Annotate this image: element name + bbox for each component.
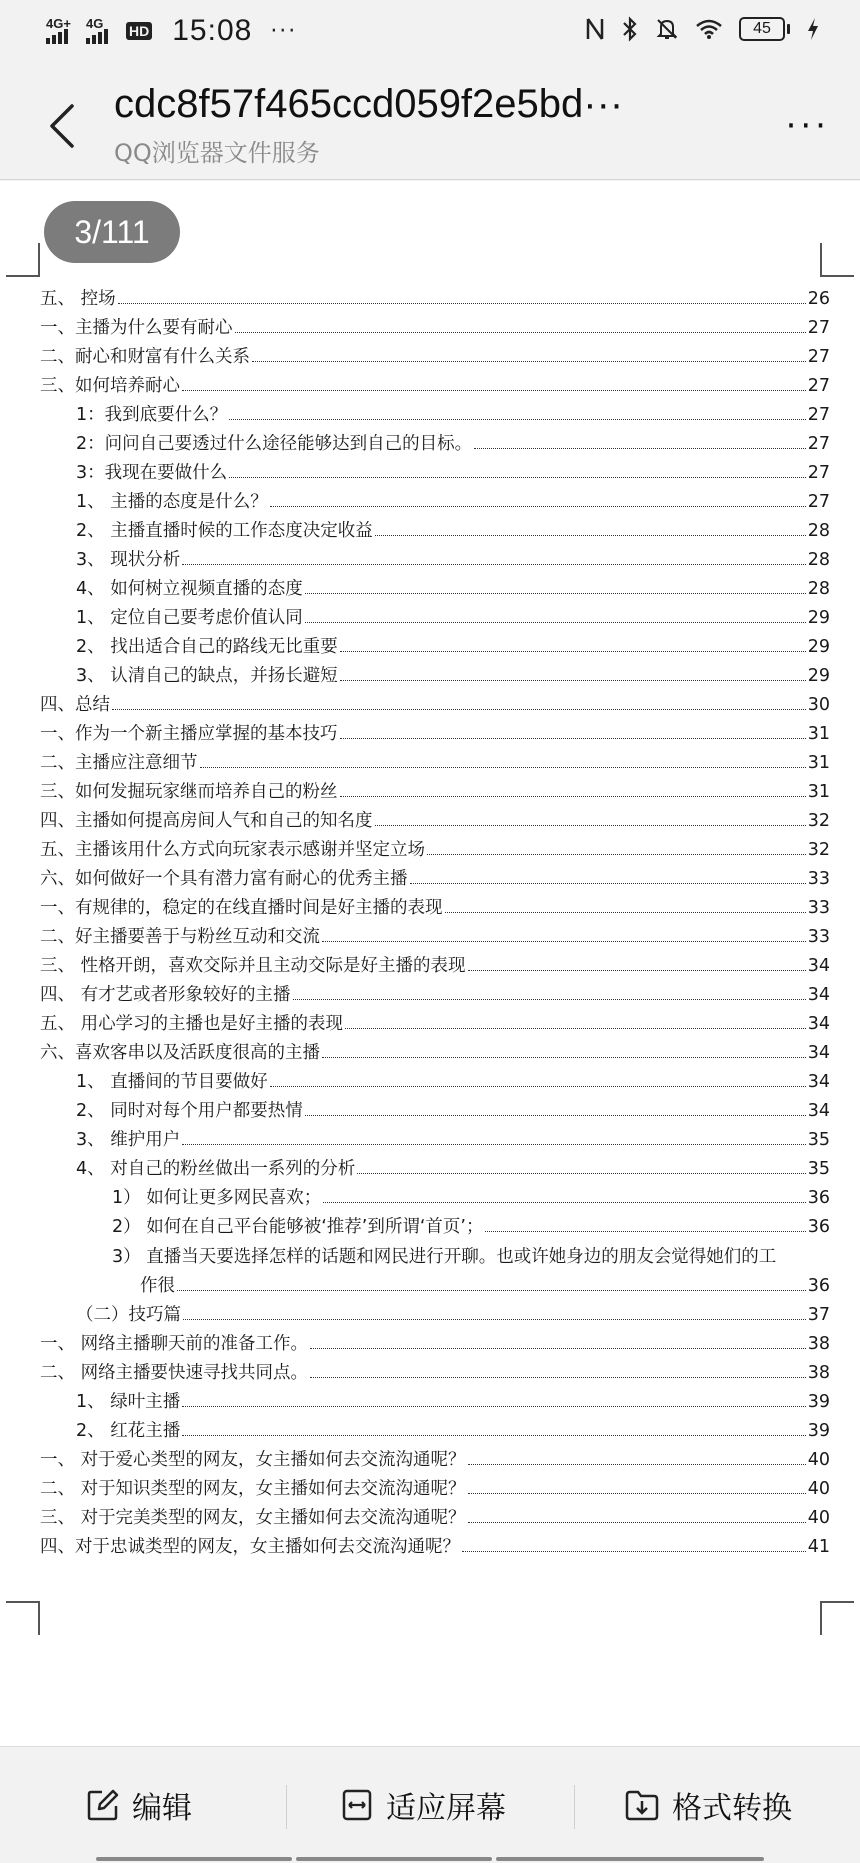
toc-entry-title: 六、喜欢客串以及活跃度很高的主播 [40, 1043, 320, 1063]
toc-entry-title: 一、主播为什么要有耐心 [40, 318, 233, 338]
toc-entry-title: 一、有规律的，稳定的在线直播时间是好主播的表现 [40, 898, 443, 918]
toc-entry[interactable] [40, 919, 830, 948]
toc-entry-page: 27 [807, 347, 830, 367]
toc-dot-leader [293, 999, 806, 1000]
toc-entry-title: 二、耐心和财富有什么关系 [40, 347, 250, 367]
toc-entry-title: 3：我现在要做什么 [76, 463, 228, 483]
toc-entry-title: 二、 对于知识类型的网友，女主播如何去交流沟通呢？ [40, 1479, 466, 1499]
wifi-icon [695, 18, 723, 40]
toc-dot-leader [357, 1173, 806, 1174]
toc-entry-page: 36 [807, 1188, 830, 1208]
toc-dot-leader [345, 1028, 806, 1029]
toc-entry-title: 1：我到底要什么？ [76, 405, 228, 425]
toc-dot-leader [322, 1057, 806, 1058]
toc-entry-title: 一、作为一个新主播应掌握的基本技巧 [40, 724, 338, 744]
toc-entry-page: 39 [807, 1421, 830, 1441]
toc-entry-page: 34 [807, 1101, 830, 1121]
toc-entry-title: 3、 认清自己的缺点，并扬长避短 [76, 666, 338, 686]
toc-dot-leader [182, 390, 806, 391]
toc-entry[interactable] [40, 281, 830, 310]
crop-mark [6, 1601, 40, 1635]
toc-entry-page: 29 [807, 637, 830, 657]
toc-entry[interactable] [40, 716, 830, 745]
toc-dot-leader [177, 1290, 806, 1291]
toc-entry[interactable] [40, 1442, 830, 1471]
toc-entry[interactable] [40, 339, 830, 368]
toc-entry-title: 二、主播应注意细节 [40, 753, 198, 773]
toc-dot-leader [485, 1231, 805, 1232]
document-subtitle: QQ浏览器文件服务 [114, 139, 320, 167]
toc-entry-title: 1、 绿叶主播 [76, 1392, 181, 1412]
toc-entry[interactable] [40, 542, 830, 571]
toc-entry[interactable] [40, 310, 830, 339]
charging-icon [806, 17, 820, 41]
home-indicator [296, 1857, 492, 1861]
toc-entry[interactable] [40, 397, 830, 426]
toc-entry-page: 37 [807, 1305, 830, 1325]
toc-dot-leader [323, 1202, 806, 1203]
toc-entry-title: 2、 同时对每个用户都要热情 [76, 1101, 303, 1121]
toc-entry-page: 36 [807, 1217, 830, 1237]
title-bar [0, 68, 860, 180]
page-indicator: 3/111 [44, 201, 180, 263]
home-indicator [96, 1857, 292, 1861]
home-indicator [496, 1857, 764, 1861]
toc-dot-leader [340, 651, 806, 652]
toc-entry-page: 27 [807, 376, 830, 396]
toc-dot-leader [229, 419, 806, 420]
toc-entry[interactable] [40, 1035, 830, 1064]
toc-dot-leader [462, 1551, 806, 1552]
toc-entry-page: 34 [807, 956, 830, 976]
toc-entry[interactable] [40, 1471, 830, 1500]
toc-entry[interactable] [40, 1122, 830, 1151]
toc-dot-leader [235, 332, 806, 333]
toc-entry-page: 34 [807, 1043, 830, 1063]
toc-entry[interactable] [40, 1064, 830, 1093]
toc-entry[interactable] [40, 1151, 830, 1180]
toc-entry-page: 28 [807, 579, 830, 599]
toc-entry-title: 四、总结 [40, 695, 110, 715]
toc-entry-title: 二、好主播要善于与粉丝互动和交流 [40, 927, 320, 947]
toc-entry[interactable] [40, 1006, 830, 1035]
toc-entry-page: 38 [807, 1363, 830, 1383]
toc-entry[interactable] [40, 513, 830, 542]
toc-dot-leader [427, 854, 806, 855]
toc-entry[interactable] [40, 687, 830, 716]
toc-dot-leader [468, 1464, 806, 1465]
status-bar [0, 0, 860, 68]
toolbar-divider [286, 1785, 287, 1829]
toc-entry-page: 32 [807, 840, 830, 860]
toc-entry-page: 38 [807, 1334, 830, 1354]
format-convert-label: 格式转换 [672, 1791, 792, 1826]
mute-icon [655, 17, 679, 41]
edit-icon [86, 1788, 120, 1822]
battery-icon: 45 [739, 17, 790, 41]
more-options-button[interactable]: ··· [785, 106, 830, 146]
signal-icon-1: 4G+ [46, 18, 72, 44]
toc-entry-page: 29 [807, 666, 830, 686]
toc-entry[interactable] [40, 600, 830, 629]
toc-dot-leader [118, 303, 806, 304]
toc-entry[interactable] [40, 1180, 830, 1209]
toc-dot-leader [182, 1144, 806, 1145]
toc-dot-leader [375, 535, 806, 536]
toc-dot-leader [200, 767, 806, 768]
format-convert-button[interactable] [624, 1783, 792, 1827]
toc-entry-page: 40 [807, 1450, 830, 1470]
toc-entry-page: 33 [807, 927, 830, 947]
back-arrow-icon [40, 92, 100, 160]
toc-entry-page: 27 [807, 463, 830, 483]
toc-entry[interactable] [40, 861, 830, 890]
toc-entry[interactable] [40, 455, 830, 484]
toc-entry-page: 35 [807, 1130, 830, 1150]
toc-entry-title: 四、对于忠诚类型的网友，女主播如何去交流沟通呢？ [40, 1537, 460, 1557]
toc-entry[interactable] [40, 1268, 830, 1297]
crop-mark [820, 243, 854, 277]
toc-entry-page: 28 [807, 550, 830, 570]
toc-entry-title: 五、主播该用什么方式向玩家表示感谢并坚定立场 [40, 840, 425, 860]
toolbar-divider [574, 1785, 575, 1829]
toc-entry[interactable] [40, 1093, 830, 1122]
toc-entry-page: 27 [807, 434, 830, 454]
toc-entry-title: 二、 网络主播要快速寻找共同点。 [40, 1363, 309, 1383]
toc-entry-title: 六、如何做好一个具有潜力富有耐心的优秀主播 [40, 869, 408, 889]
toc-entry[interactable] [40, 629, 830, 658]
toc-dot-leader [468, 970, 806, 971]
notification-dots: ··· [270, 18, 298, 44]
toc-entry[interactable] [40, 1355, 830, 1384]
toc-dot-leader [322, 941, 806, 942]
toc-entry-title: 三、如何发掘玩家继而培养自己的粉丝 [40, 782, 338, 802]
toc-entry-title: 五、 控场 [40, 289, 116, 309]
toc-entry-title: （二）技巧篇 [76, 1305, 181, 1325]
toc-entry[interactable] [40, 1529, 830, 1558]
toc-dot-leader [468, 1522, 806, 1523]
toc-dot-leader [310, 1377, 806, 1378]
toc-dot-leader [305, 1115, 806, 1116]
toc-entry-title: 作很 [140, 1276, 175, 1296]
crop-mark [820, 1601, 854, 1635]
toc-entry[interactable] [40, 1326, 830, 1355]
bluetooth-icon [621, 16, 639, 42]
toc-entry[interactable] [40, 1384, 830, 1413]
toc-entry-page: 27 [807, 492, 830, 512]
toc-entry-page: 31 [807, 782, 830, 802]
toc-entry-page: 27 [807, 405, 830, 425]
toc-entry[interactable] [40, 803, 830, 832]
toc-entry[interactable] [40, 890, 830, 919]
toc-entry[interactable] [40, 1413, 830, 1442]
toc-entry[interactable] [40, 948, 830, 977]
toc-entry-page: 31 [807, 724, 830, 744]
toc-dot-leader [270, 1086, 806, 1087]
toc-entry-title: 三、 对于完美类型的网友，女主播如何去交流沟通呢？ [40, 1508, 466, 1528]
toc-entry[interactable] [40, 1297, 830, 1326]
toc-dot-leader [252, 361, 806, 362]
toc-dot-leader [410, 883, 806, 884]
fit-screen-label: 适应屏幕 [386, 1791, 506, 1826]
toc-entry-title: 三、如何培养耐心 [40, 376, 180, 396]
document-viewer[interactable] [0, 181, 860, 1746]
crop-mark [6, 243, 40, 277]
toc-entry-page: 34 [807, 985, 830, 1005]
toc-dot-leader [340, 680, 806, 681]
toc-entry-title: 四、 有才艺或者形象较好的主播 [40, 985, 291, 1005]
toc-entry-page: 27 [807, 318, 830, 338]
toc-entry-page: 35 [807, 1159, 830, 1179]
toc-entry-page: 31 [807, 753, 830, 773]
toc-entry-title: 4、 对自己的粉丝做出一系列的分析 [76, 1159, 356, 1179]
toc-dot-leader [310, 1348, 806, 1349]
toc-entry-page: 39 [807, 1392, 830, 1412]
toc-entry-page: 34 [807, 1014, 830, 1034]
folder-download-icon [624, 1788, 660, 1822]
toc-dot-leader [305, 622, 806, 623]
table-of-contents [40, 281, 830, 1558]
toc-entry-page: 32 [807, 811, 830, 831]
toc-dot-leader [468, 1493, 806, 1494]
toc-entry-title: 3、 维护用户 [76, 1130, 181, 1150]
toc-entry-page: 29 [807, 608, 830, 628]
toc-entry[interactable] [40, 977, 830, 1006]
status-time: 15:08 [172, 14, 253, 47]
toc-entry-title: 一、 网络主播聊天前的准备工作。 [40, 1334, 309, 1354]
toc-entry-title: 2、 主播直播时候的工作态度决定收益 [76, 521, 373, 541]
toc-entry-title: 一、 对于爱心类型的网友，女主播如何去交流沟通呢？ [40, 1450, 466, 1470]
toc-dot-leader [229, 477, 806, 478]
toc-entry-title: 五、 用心学习的主播也是好主播的表现 [40, 1014, 344, 1034]
toc-entry[interactable] [40, 1500, 830, 1529]
toc-dot-leader [112, 709, 806, 710]
toc-entry[interactable] [40, 745, 830, 774]
toc-dot-leader [182, 1406, 806, 1407]
signal-icon-2: 4G [86, 18, 112, 44]
toc-entry-title: 2、 找出适合自己的路线无比重要 [76, 637, 338, 657]
toc-dot-leader [474, 448, 806, 449]
toc-entry-title: 1） 如何让更多网民喜欢； [112, 1188, 322, 1208]
toc-entry-page: 34 [807, 1072, 830, 1092]
toc-entry-title: 4、 如何树立视频直播的态度 [76, 579, 303, 599]
document-title: cdc8f57f465ccd059f2e5bd··· [114, 82, 624, 126]
toc-entry-title: 2） 如何在自己平台能够被‘推荐’到所谓‘首页’； [112, 1217, 484, 1237]
toc-entry[interactable] [40, 832, 830, 861]
fit-screen-button[interactable] [340, 1783, 506, 1827]
toc-entry[interactable] [40, 368, 830, 397]
toc-entry[interactable] [40, 1238, 830, 1268]
toc-entry-title: 2、 红花主播 [76, 1421, 181, 1441]
toc-dot-leader [445, 912, 806, 913]
toc-entry-title: 2：问问自己要透过什么途径能够达到自己的目标。 [76, 434, 473, 454]
toc-entry-title: 四、主播如何提高房间人气和自己的知名度 [40, 811, 373, 831]
toc-dot-leader [305, 593, 806, 594]
toc-entry-page: 26 [807, 289, 830, 309]
edit-label: 编辑 [132, 1791, 192, 1826]
toc-dot-leader [183, 1319, 806, 1320]
toc-entry-page: 40 [807, 1508, 830, 1528]
toc-entry-page: 33 [807, 869, 830, 889]
toc-entry[interactable] [40, 658, 830, 687]
toc-entry-title: 1、 定位自己要考虑价值认同 [76, 608, 303, 628]
toc-entry-title: 3） 直播当天要选择怎样的话题和网民进行开聊。也或许她身边的朋友会觉得她们的工 [112, 1247, 777, 1267]
toc-entry-page: 36 [807, 1276, 830, 1296]
toc-dot-leader [340, 796, 806, 797]
toc-entry[interactable] [40, 426, 830, 455]
toc-entry[interactable] [40, 774, 830, 803]
toc-entry[interactable] [40, 571, 830, 600]
toc-entry-title: 1、 直播间的节目要做好 [76, 1072, 268, 1092]
toc-dot-leader [375, 825, 806, 826]
back-button[interactable] [40, 92, 100, 160]
toc-dot-leader [270, 506, 806, 507]
bottom-toolbar [0, 1746, 860, 1863]
nfc-icon [585, 17, 605, 41]
toc-entry-title: 3、 现状分析 [76, 550, 181, 570]
toc-entry[interactable] [40, 1209, 830, 1238]
toc-entry-page: 30 [807, 695, 830, 715]
toc-entry-page: 28 [807, 521, 830, 541]
toc-entry-title: 三、 性格开朗，喜欢交际并且主动交际是好主播的表现 [40, 956, 466, 976]
toc-entry-page: 33 [807, 898, 830, 918]
toc-entry-page: 40 [807, 1479, 830, 1499]
toc-entry-page: 41 [807, 1537, 830, 1557]
toc-dot-leader [182, 564, 806, 565]
toc-entry-title: 1、 主播的态度是什么？ [76, 492, 268, 512]
hd-icon: HD [126, 22, 152, 40]
fit-screen-icon [340, 1788, 374, 1822]
edit-button[interactable] [86, 1783, 192, 1827]
toc-dot-leader [182, 1435, 806, 1436]
toc-dot-leader [340, 738, 806, 739]
toc-entry[interactable] [40, 484, 830, 513]
